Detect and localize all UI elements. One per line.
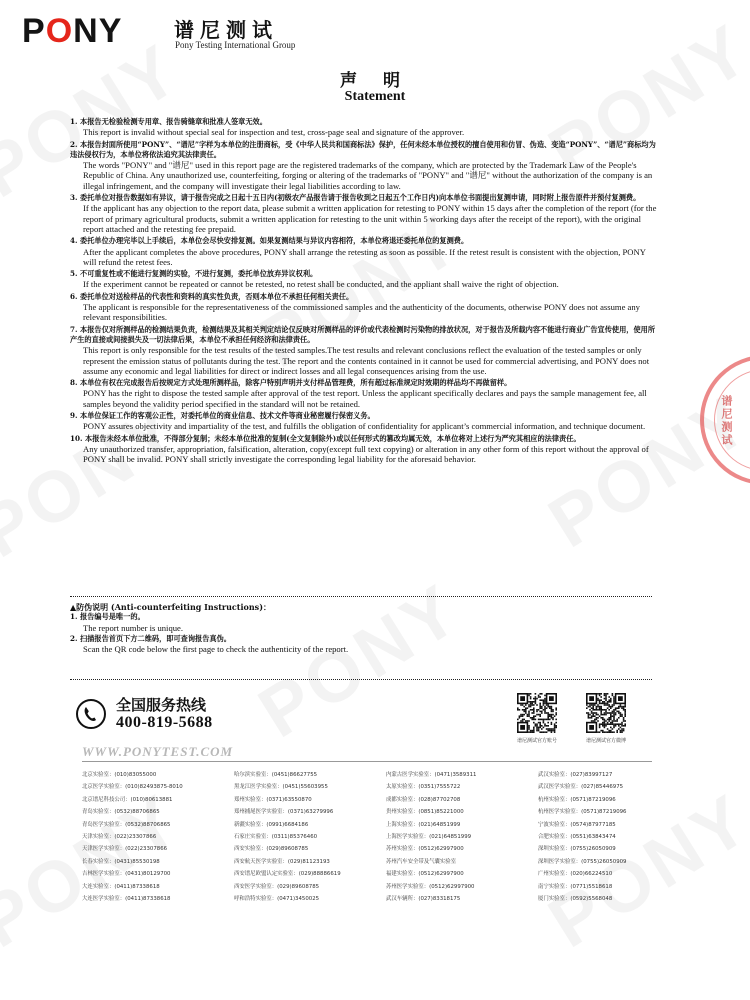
statement-item (70, 434, 660, 465)
statement-cn-text: 委托单位对送检样品的代表性和资料的真实性负责，否则本单位不承担任何相关责任。 (80, 291, 354, 301)
lab-contact: 深圳实验室：(0755)26050909 (538, 846, 616, 853)
anti-counterfeit-section (70, 602, 660, 655)
lab-contact: 苏州汽车安全带及气囊实验室 (386, 858, 457, 865)
lab-contact: 北京医学实验室：(010)82493875-8010 (82, 784, 183, 791)
lab-contact: 北京谱尼科技公司：(010)80613881 (82, 796, 173, 803)
statement-en: The applicant is responsible for the representativeness of the commissioned samples and the authenticity of the documents, otherwise PONY does not assume any relevant responsibilities. (83, 302, 640, 323)
statement-item (70, 236, 660, 267)
statement-title-en: Statement (344, 89, 406, 104)
statement-number: 8. (70, 378, 78, 388)
lab-contact: 上海医学实验室：(021)64851999 (386, 834, 472, 841)
statement-cn (70, 378, 660, 388)
pony-logo (22, 12, 122, 50)
statement-cn (70, 193, 660, 203)
lab-contact: 西安谱尼欧盟认定实验室：(029)88886619 (234, 871, 341, 878)
statement-item (70, 378, 660, 409)
lab-contact: 广州实验室：(020)66224510 (538, 871, 613, 878)
statement-en: If the applicant has any objection to the report data, please submit a written application for retesting to PONY within 15 days after the completion of the report (for the report of primary agricultural products, submit a written application for retesting to the unit within 5 working days after the receipt of the report), with the original report attached and the retesting fee prepaid. (83, 203, 657, 234)
dotted-divider (70, 679, 652, 680)
statement-body (70, 117, 660, 467)
lab-contact: 武汉医学实验室：(027)85446975 (538, 784, 624, 791)
statement-number: 10. (70, 433, 83, 443)
lab-contact: 深圳医学实验室：(0755)26050909 (538, 858, 627, 865)
divider (82, 761, 652, 762)
anti-item-en: The report number is unique. (83, 622, 183, 633)
lab-contact: 天津医学实验室：(022)23307866 (82, 846, 168, 853)
website-link[interactable]: WWW.PONYTEST.COM (82, 744, 234, 759)
lab-contact: 北京实验室：(010)83055000 (82, 772, 157, 778)
qr-caption: 谱尼测试官方账号 (516, 738, 557, 744)
statement-cn-text: 本报告仅对所测样品的检测结果负责，检测结果及其相关判定结论仅反映对所测样品的评价或代表检测时污染物的排放状况，对于报告及所载内容不能进行商业广告宣传使用，使用所产生的直接或间接损失及一切法律后果，本单位不承担任何经济和法律责任。 (70, 324, 656, 344)
statement-cn (70, 292, 660, 302)
qr-code-official-weibo (586, 693, 626, 733)
statement-en: This report is invalid without special seal for inspection and test, cross-page seal and signature of the approver. (83, 127, 465, 138)
statement-number: 5. (70, 269, 78, 279)
statement-cn (70, 269, 660, 279)
statement-title-cn: 声 明 (340, 71, 410, 91)
statement-cn (70, 434, 660, 444)
statement-number: 1. (70, 117, 78, 126)
statement-number: 7. (70, 324, 78, 334)
dotted-divider (70, 596, 652, 597)
lab-contact: 武汉车辆所：(027)83318175 (386, 896, 461, 903)
lab-contact: 南宁实验室：(0771)5518618 (538, 883, 613, 890)
statement-cn (70, 325, 660, 346)
lab-contact: 上海实验室：(021)64851999 (386, 821, 461, 828)
lab-contact: 杭州实验室：(0571)87219096 (538, 796, 616, 803)
anti-counterfeit-heading: ▲防伪说明 (Anti-counterfeiting Instructions)： (70, 602, 271, 612)
statement-item (70, 411, 660, 432)
lab-contact: 太原实验室：(0351)7555722 (386, 784, 461, 791)
statement-cn (70, 236, 660, 246)
hotline-label: 全国服务热线 (116, 696, 207, 714)
statement-en: PONY has the right to dispose the tested sample after approval of the test report. Unless the applicant specifically declares and pays the sample management fee, all samples beyond the validity period specified in the standard will not be retained. (83, 388, 647, 409)
lab-contact: 青岛医学实验室：(0532)88706865 (82, 821, 171, 828)
anti-item-en: Scan the QR code below the first page to check the authenticity of the report. (83, 643, 349, 654)
lab-contact: 黑龙江医学实验室：(0451)55603955 (234, 784, 328, 791)
lab-contact: 哈尔滨实验室：(0451)86627755 (234, 772, 318, 778)
lab-contact: 杭州医学实验室：(0571)87219096 (538, 809, 627, 816)
statement-number: 9. (70, 411, 78, 421)
hotline-number: 400-819-5688 (116, 714, 213, 731)
statement-number: 6. (70, 291, 78, 301)
seal-text: 谱尼测试 (720, 395, 733, 447)
lab-contact: 福建实验室：(0512)62997900 (386, 871, 464, 878)
statement-item (70, 117, 660, 138)
lab-contact: 新疆实验室：(0991)6684186 (234, 821, 309, 828)
lab-contact: 天津实验室：(022)23307866 (82, 834, 157, 841)
lab-contact: 苏州实验室：(0512)62997900 (386, 846, 464, 853)
service-hotline (76, 693, 336, 739)
statement-cn-text: 本报告封面所使用“PONY”、“谱尼”字样为本单位的注册商标，受《中华人民共和国商标法》保护，任何未经本单位授权的擅自使用和仿冒、伪造、变造“PONY”、“谱尼”商标均为违法侵权行为，本单位将依法追究其法律责任。 (70, 139, 656, 159)
statement-cn (70, 411, 660, 421)
statement-cn-text: 不可重复性或不能进行复测的实验，不进行复测，委托单位放弃异议权利。 (80, 269, 318, 279)
statement-cn-text: 委托单位对报告数据如有异议，请于报告完成之日起十五日内(初级农产品报告请于报告收到之日起五个工作日内)向本单位书面提出复测申请，同时附上报告原件并预付复测费。 (80, 193, 641, 203)
lab-contact: 呼和浩特实验室：(0471)3450025 (234, 896, 320, 903)
page-header (22, 12, 728, 50)
lab-contact: 郑州捕尾医学实验室：(0371)63279996 (234, 809, 334, 816)
statement-en: PONY assures objectivity and impartiality of the test, and fulfills the obligation of confidentiality for applicant’s commercial information, and technique document. (83, 421, 646, 432)
statement-item (70, 140, 660, 191)
statement-cn-text: 本单位有权在完成报告后按规定方式处理所测样品，除客户特别声明并支付样品管理费，所有超过标准规定时效期的样品均不再做留样。 (80, 378, 512, 388)
lab-contact: 厦门实验室：(0592)5568048 (538, 896, 613, 903)
statement-cn-text: 本报告无检验检测专用章、报告骑缝章和批准人签章无效。 (80, 117, 267, 126)
lab-contact: 长春实验室：(0431)85530198 (82, 858, 160, 865)
logo-chinese-name: 谱尼测试 (174, 18, 278, 42)
qr-code-official-account (517, 693, 557, 733)
logo-subtitle: Pony Testing International Group (175, 40, 296, 50)
phone-icon (76, 699, 106, 729)
lab-contact: 吉林医学实验室：(0431)80129700 (82, 871, 171, 878)
anti-item-cn: 1. 报告编号是唯一的。 (70, 612, 145, 622)
official-seal (700, 355, 750, 485)
lab-contact: 贵州实验室：(0851)85221000 (386, 809, 464, 816)
statement-cn-text: 委托单位办理完毕以上手续后，本单位会尽快安排复测。如果复测结果与异议内容相符，本单位将退还委托单位的复测费。 (80, 236, 469, 246)
statement-item (70, 269, 660, 290)
statement-item (70, 292, 660, 323)
lab-contact: 郑州实验室：(0371)63550870 (234, 796, 312, 803)
qr-caption: 谱尼测试官方微博 (585, 738, 626, 744)
anti-item-cn: 2. 扫描报告首页下方二维码，即可查询报告真伪。 (70, 633, 231, 643)
statement-cn-text: 本单位保证工作的客观公正性，对委托单位的商业信息、技术文件等商业秘密履行保密义务。 (80, 411, 375, 421)
statement-number: 2. (70, 139, 78, 149)
statement-en: After the applicant completes the above procedures, PONY shall arrange the retesting as soon as possible. If the retest result is consistent with the objection, PONY will refund the retest fees. (83, 246, 646, 267)
statement-cn-text: 本报告未经本单位批准，不得部分复制；未经本单位批准的复制(全文复制除外)或以任何形式的篡改均属无效，本单位将对上述行为严究其相应的法律责任。 (85, 433, 581, 443)
statement-en: The words "PONY" and "谱尼" used in this report page are the registered trademarks of the company, which are protected by the Trademark Law of the People's Republic of China. Any unauthorized use, counterfeiting, forging or altering of the trademarks of "PONY" and "谱尼" without the authorization of the company is an illegal infringement, and the company will investigate their legal liabilities according to law. (83, 160, 653, 191)
statement-cn (70, 140, 660, 161)
lab-contact: 西安实验室：(029)89608785 (234, 846, 309, 853)
laboratory-directory (82, 769, 662, 905)
lab-contact: 石家庄实验室：(0311)85376460 (234, 834, 318, 841)
lab-contact: 成都实验室：(028)87702708 (386, 796, 461, 803)
statement-cn (70, 117, 660, 127)
logo-brand-text: PONY (22, 12, 123, 50)
lab-contact: 大连实验室：(0411)87338618 (82, 883, 160, 890)
statement-en: Any unauthorized transfer, appropriation, falsification, alteration, copy(except full text copying) or alteration in any other form of this report without the approval of PONY shall be invalid. PONY shall strictly investigate the corresponding legal liability for the aforesaid behavior. (83, 443, 649, 465)
lab-contact: 西安航天医学实验室：(029)81123193 (234, 858, 330, 865)
statement-item (70, 325, 660, 376)
statement-en: If the experiment cannot be repeated or cannot be retested, no retest shall be conducted, and the appliant shall waive the right of objection. (83, 279, 559, 290)
lab-contact: 合肥实验室：(0551)63843474 (538, 834, 616, 841)
statement-item (70, 193, 660, 234)
lab-contact: 大连医学实验室：(0411)87338618 (82, 896, 171, 903)
lab-contact: 苏州医学实验室：(0512)62997900 (386, 883, 475, 890)
statement-number: 4. (70, 236, 78, 246)
lab-contact: 武汉实验室：(027)83997127 (538, 772, 613, 778)
lab-contact: 西安医学实验室：(029)89608785 (234, 883, 320, 890)
lab-contact: 青岛实验室：(0532)88706865 (82, 809, 160, 816)
statement-number: 3. (70, 193, 78, 203)
lab-contact: 宁波实验室：(0574)87977185 (538, 821, 616, 828)
statement-en: This report is only responsible for the test results of the tested samples.The test results and relevant conclusions reflect the evaluation of the tested samples or only represent the emission status of pollutants during the test. The report and the contents contained in it cannot be used for commercial advertising, and PONY does not assume any economic and legal liabilities for direct or indirect losses and all legal consequences arising from the use. (83, 345, 650, 376)
lab-contact: 内蒙古医学实验室：(0471)3589311 (386, 772, 477, 778)
